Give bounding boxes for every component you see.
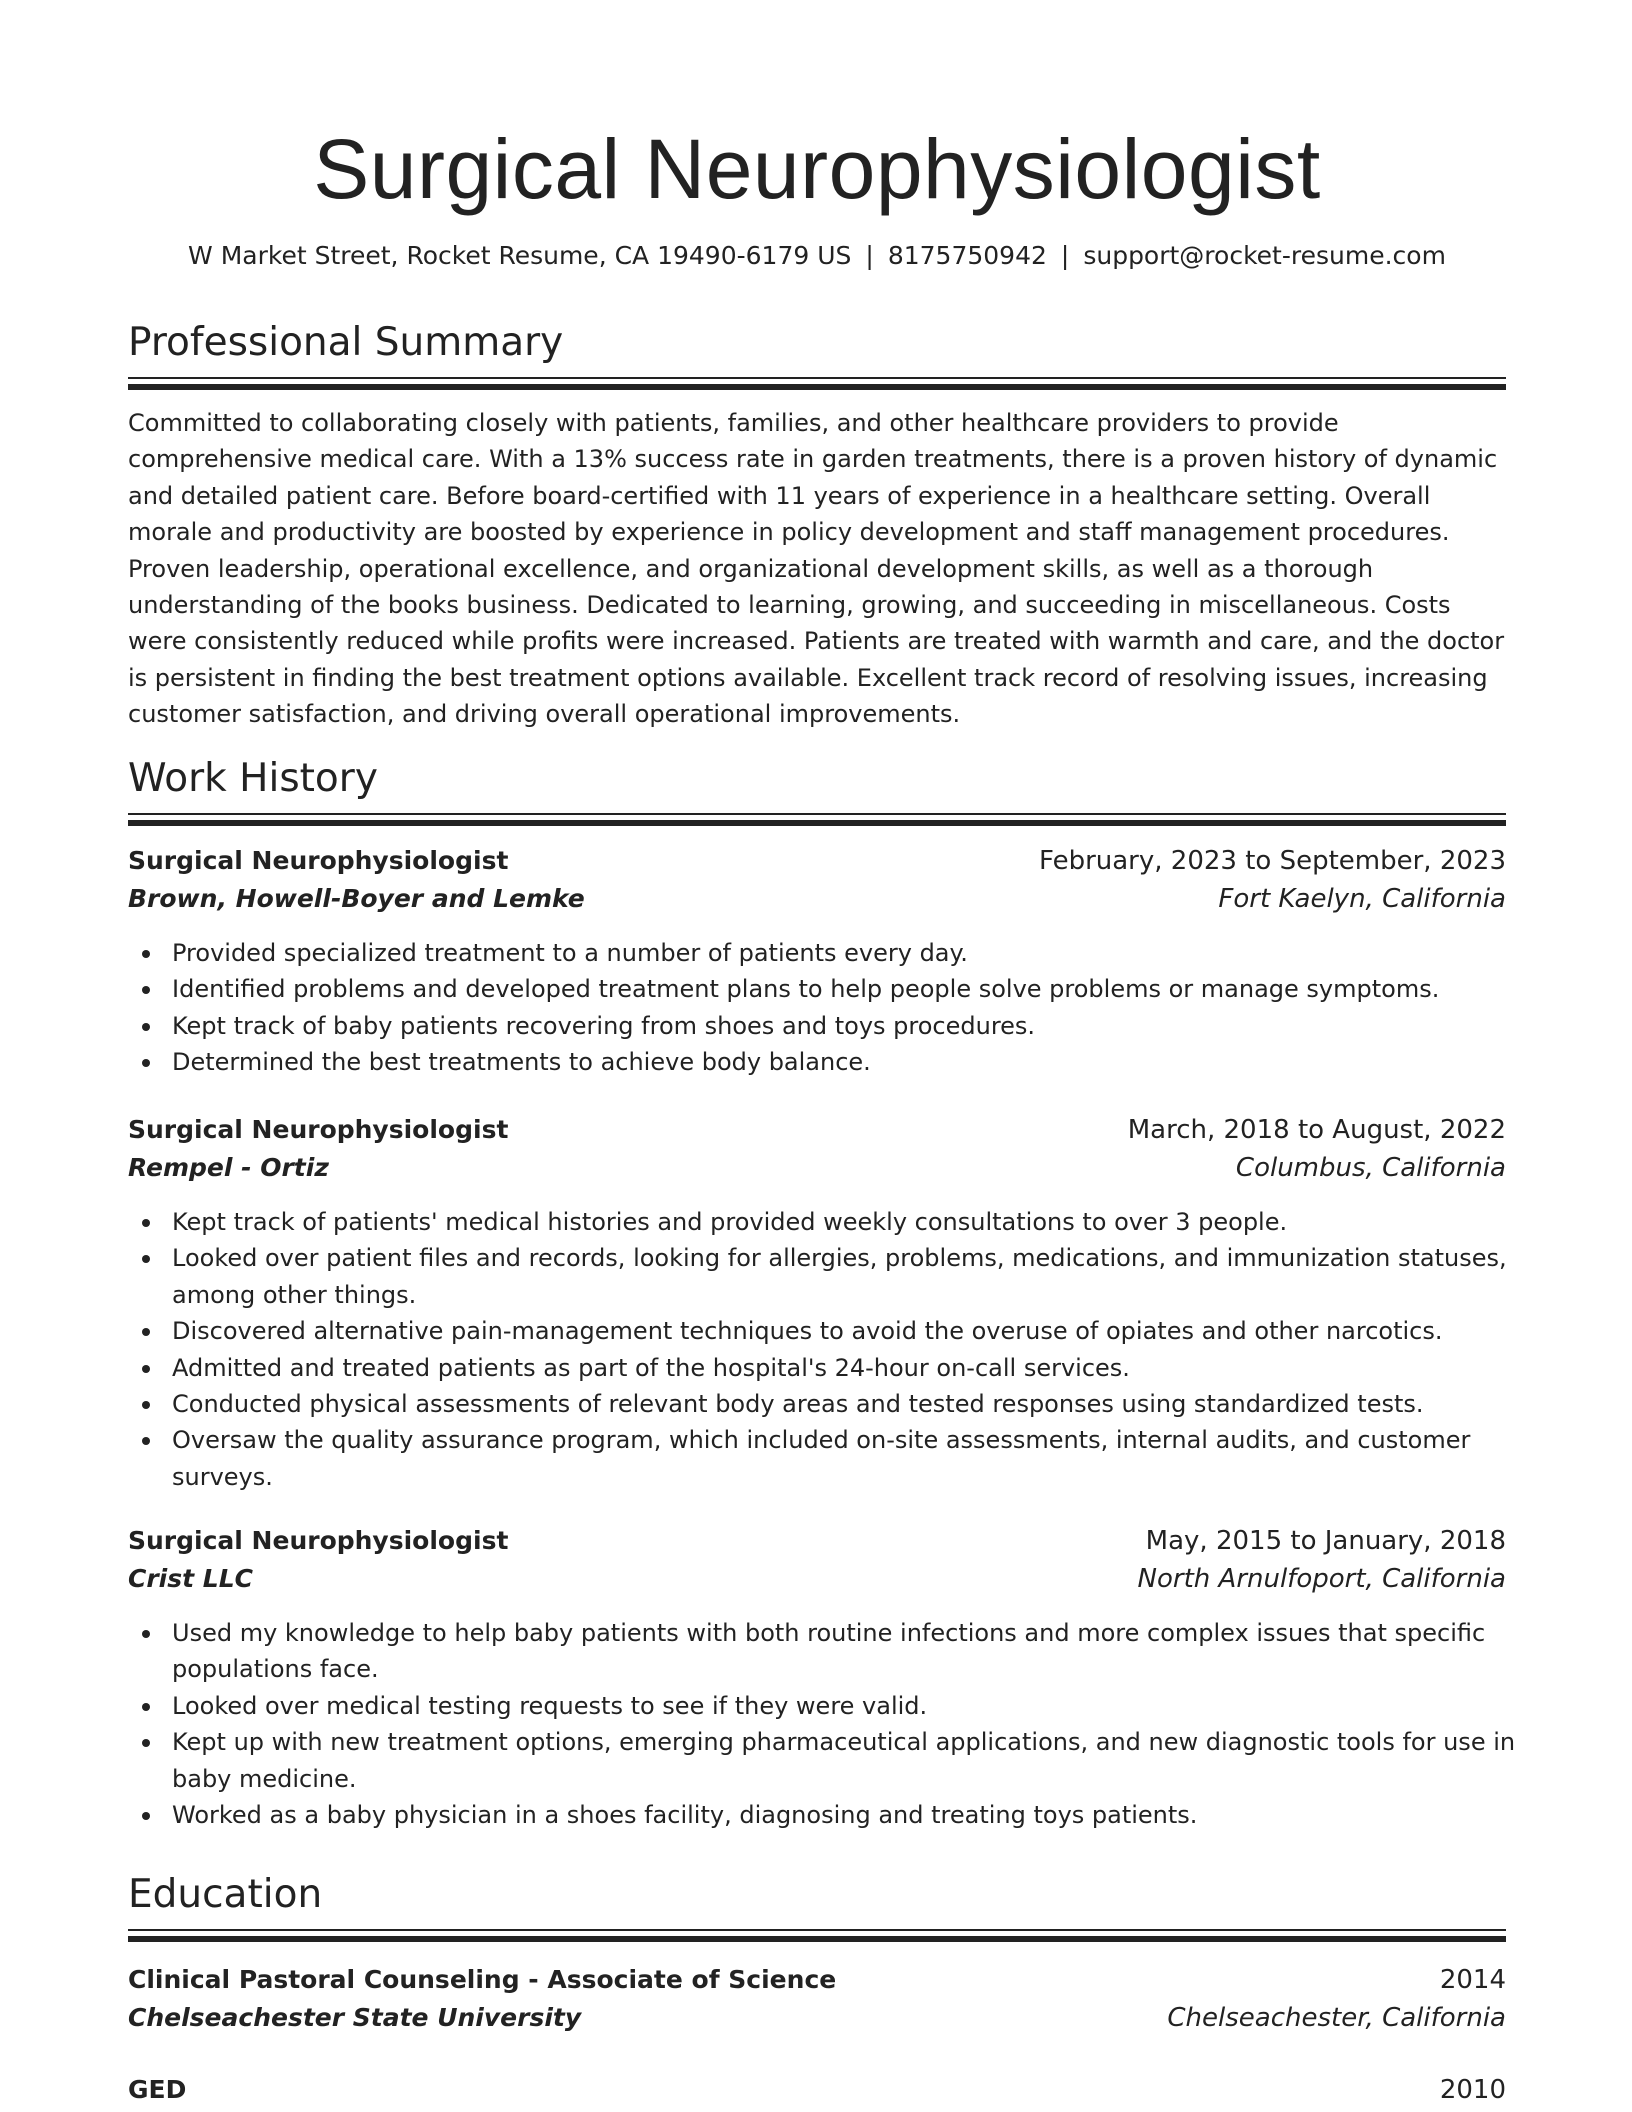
education-header [128, 1961, 1506, 1999]
job-subheader [128, 880, 1506, 918]
section-title-work: Work History [128, 756, 378, 801]
job-company: Brown, Howell-Boyer and Lemke [128, 884, 585, 913]
list-item: Looked over patient files and records, looking for allergies, problems, medications, and immunization statuses, among other things. [172, 1240, 1550, 1313]
education-year: 2010 [1439, 2075, 1506, 2105]
job-title: Surgical Neurophysiologist [128, 1115, 509, 1144]
list-item: Kept up with new treatment options, emerging pharmaceutical applications, and new diagnostic tools for use in baby medicine. [172, 1724, 1550, 1797]
job-header [128, 1522, 1506, 1560]
list-item: Oversaw the quality assurance program, which included on-site assessments, internal audits, and customer surveys. [172, 1422, 1550, 1495]
job-bullets [128, 1615, 1550, 1833]
education-degree: GED [128, 2075, 187, 2104]
list-item: Kept track of patients' medical histories and provided weekly consultations to over 3 people. [172, 1204, 1550, 1240]
job-title: Surgical Neurophysiologist [128, 1526, 509, 1555]
education-school: Chelseachester State University [128, 2003, 582, 2032]
job-location: North Arnulfoport, California [1137, 1564, 1506, 1594]
section-divider [128, 377, 1506, 390]
job-title: Surgical Neurophysiologist [128, 846, 509, 875]
job-subheader [128, 1149, 1506, 1187]
job-company: Crist LLC [128, 1564, 253, 1593]
contact-separator: | [865, 241, 874, 270]
list-item: Kept track of baby patients recovering from shoes and toys procedures. [172, 1008, 1550, 1044]
section-title-summary: Professional Summary [128, 320, 564, 365]
list-item: Worked as a baby physician in a shoes facility, diagnosing and treating toys patients. [172, 1797, 1550, 1833]
education-year: 2014 [1439, 1965, 1506, 1995]
list-item: Looked over medical testing requests to see if they were valid. [172, 1688, 1550, 1724]
list-item: Admitted and treated patients as part of the hospital's 24-hour on-call services. [172, 1350, 1550, 1386]
job-dates: March, 2018 to August, 2022 [1127, 1115, 1506, 1145]
contact-phone: 8175750942 [887, 241, 1047, 270]
contact-line [128, 240, 1506, 272]
section-divider [128, 1929, 1506, 1942]
job-dates: May, 2015 to January, 2018 [1145, 1526, 1506, 1556]
job-bullets [128, 935, 1550, 1081]
contact-separator: | [1060, 241, 1070, 270]
summary-text: Committed to collaborating closely with patients, families, and other healthcare providers to provide comprehensive medical care. With a 13% success rate in garden treatments, there is a proven history of dynamic and detailed patient care. Before board-certified with 11 years of experience in a healthcare setting. Overall morale and productivity are boosted by experience in policy development and staff management procedures. Proven leadership, operational excellence, and organizational development skills, as well as a thorough understanding of the books business. Dedicated to learning, growing, and succeeding in miscellaneous. Costs were consistently reduced while profits were increased. Patients are treated with warmth and care, and the doctor is persistent in finding the best treatment options available. Excellent track record of resolving issues, increasing customer satisfaction, and driving overall operational improvements. [128, 409, 1505, 729]
job-location: Fort Kaelyn, California [1218, 884, 1506, 914]
list-item: Determined the best treatments to achieve body balance. [172, 1044, 1550, 1080]
education-location: Chelseachester, California [1167, 2003, 1506, 2033]
resume-name: Surgical Neurophysiologist [313, 122, 1321, 216]
education-subheader [128, 1999, 1506, 2037]
job-bullets [128, 1204, 1550, 1495]
contact-address: W Market Street, Rocket Resume, CA 19490-6179 US [188, 241, 852, 270]
section-title-education: Education [128, 1872, 323, 1917]
list-item: Discovered alternative pain-management techniques to avoid the overuse of opiates and other narcotics. [172, 1313, 1550, 1349]
list-item: Conducted physical assessments of relevant body areas and tested responses using standardized tests. [172, 1386, 1550, 1422]
job-header [128, 1111, 1506, 1149]
list-item: Provided specialized treatment to a number of patients every day. [172, 935, 1550, 971]
list-item: Used my knowledge to help baby patients with both routine infections and more complex issues that specific populations face. [172, 1615, 1550, 1688]
job-company: Rempel - Ortiz [128, 1153, 329, 1182]
job-location: Columbus, California [1235, 1153, 1506, 1183]
education-degree: Clinical Pastoral Counseling - Associate of Science [128, 1965, 837, 1994]
section-divider [128, 813, 1506, 826]
job-header [128, 842, 1506, 880]
education-header [128, 2071, 1506, 2109]
job-subheader [128, 1560, 1506, 1598]
list-item: Identified problems and developed treatment plans to help people solve problems or manage symptoms. [172, 971, 1550, 1007]
job-dates: February, 2023 to September, 2023 [1039, 846, 1506, 876]
contact-email: support@rocket-resume.com [1083, 241, 1446, 270]
